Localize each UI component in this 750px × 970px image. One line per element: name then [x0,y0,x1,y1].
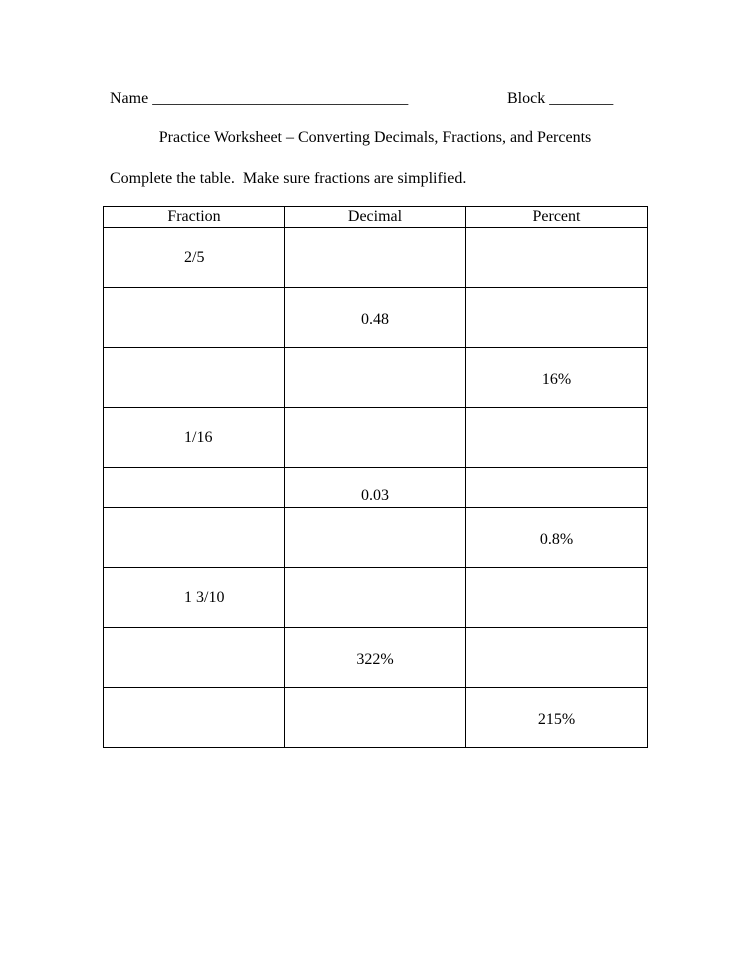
table-row [104,508,648,568]
fraction-value [104,508,284,529]
percent-cell[interactable] [466,688,648,748]
fraction-value [104,288,284,309]
percent-value: 0.8% [539,531,574,548]
percent-cell[interactable] [466,228,648,288]
decimal-cell[interactable] [285,408,466,468]
decimal-cell[interactable] [285,508,466,568]
decimal-cell[interactable] [285,228,466,288]
fraction-cell[interactable] [104,348,285,408]
percent-cell[interactable] [466,468,648,508]
table-row [104,568,648,628]
table-row [104,228,648,288]
decimal-value: 0.03 [361,487,389,504]
decimal-value: 0.48 [361,311,389,328]
decimal-value [285,688,465,711]
fraction-cell[interactable] [104,288,285,348]
percent-value [466,228,647,251]
decimal-value [285,508,465,531]
decimal-cell[interactable] [285,688,466,748]
fraction-cell[interactable] [104,628,285,688]
fraction-cell[interactable] [104,568,285,628]
fraction-cell[interactable] [104,228,285,288]
fraction-value [104,688,284,709]
percent-value [466,408,647,431]
percent-value [466,628,647,651]
block-field[interactable]: Block ________ [507,90,614,107]
decimal-cell[interactable] [285,468,466,508]
percent-cell[interactable] [466,568,648,628]
percent-cell[interactable] [466,628,648,688]
column-header-percent: Percent [466,207,648,228]
fraction-cell[interactable] [104,468,285,508]
table-row [104,468,648,508]
percent-value [466,568,647,591]
decimal-value [285,228,465,251]
percent-cell[interactable] [466,408,648,468]
fraction-value: 1 3/10 [184,589,225,606]
percent-value [466,468,647,491]
percent-value: 16% [541,371,572,388]
instructions: Complete the table. Make sure fractions are simplified. [110,170,467,187]
table-row [104,628,648,688]
column-header-fraction: Fraction [104,207,285,228]
percent-cell[interactable] [466,508,648,568]
table-row [104,688,648,748]
percent-cell[interactable] [466,348,648,408]
fraction-value: 1/16 [184,429,213,446]
fraction-value [104,348,284,369]
column-header-decimal: Decimal [285,207,466,228]
fraction-value: 2/5 [184,249,205,266]
decimal-cell[interactable] [285,288,466,348]
decimal-cell[interactable] [285,628,466,688]
percent-cell[interactable] [466,288,648,348]
conversion-table [103,206,648,748]
decimal-cell[interactable] [285,568,466,628]
table-row [104,348,648,408]
percent-value [466,288,647,311]
fraction-cell[interactable] [104,688,285,748]
page-title: Practice Worksheet – Converting Decimals, Fractions, and Percents [158,129,592,146]
decimal-value: 322% [356,651,394,668]
decimal-value [285,408,465,431]
percent-value: 215% [537,711,576,728]
fraction-value [104,468,284,489]
name-field[interactable]: Name ________________________________ [110,90,409,107]
fraction-cell[interactable] [104,408,285,468]
fraction-cell[interactable] [104,508,285,568]
fraction-value [104,628,284,649]
table-header-row [104,207,648,228]
decimal-value [285,348,465,371]
decimal-cell[interactable] [285,348,466,408]
table-row [104,408,648,468]
decimal-value [285,568,465,591]
table-row [104,288,648,348]
